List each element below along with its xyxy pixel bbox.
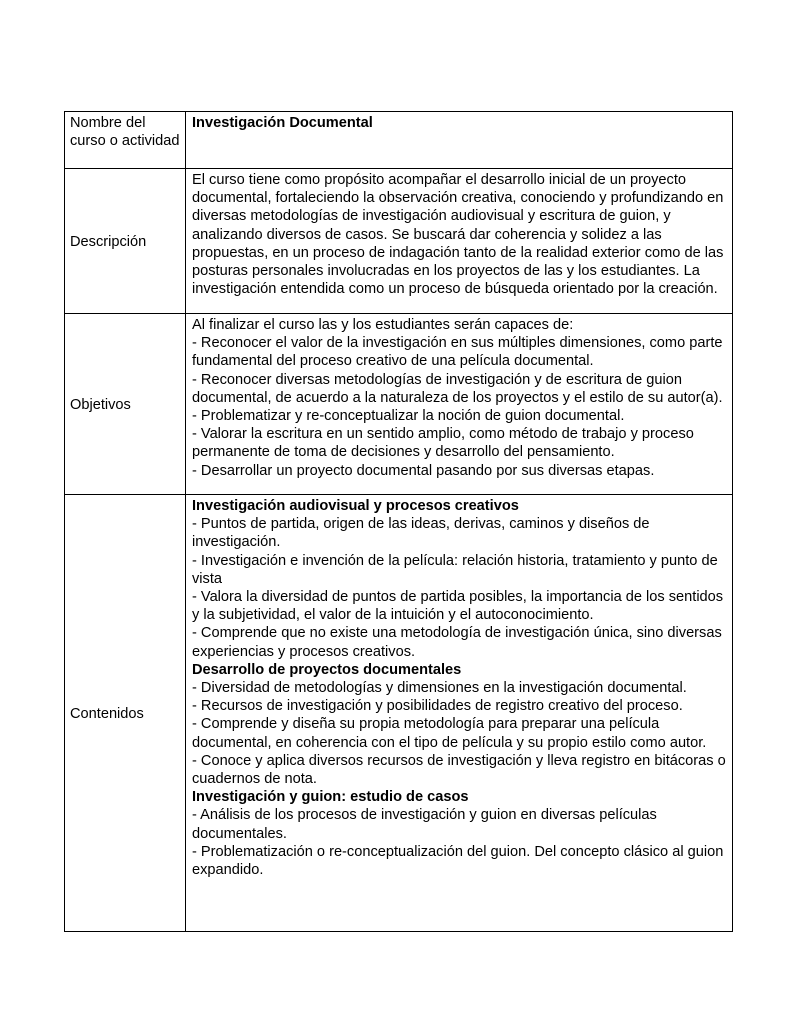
contents-row (65, 495, 733, 932)
contents-section-heading: Investigación y guion: estudio de casos (192, 789, 469, 806)
objective-item: - Reconocer diversas metodologías de investigación y de escritura de guion documental, de acuerdo a la naturaleza de los proyectos y el estilo de su autor(a). (192, 371, 723, 406)
course-info-table (64, 111, 733, 932)
objective-item: - Valorar la escritura en un sentido amplio, como método de trabajo y proceso permanente de toma de decisiones y desarrollo del pensamiento. (192, 426, 694, 461)
objectives-label: Objetivos (65, 314, 186, 495)
contents-item: - Conoce y aplica diversos recursos de investigación y lleva registro en bitácoras o cuadernos de nota. (192, 752, 726, 788)
objective-item: - Reconocer el valor de la investigación en sus múltiples dimensiones, como parte fundamental del proceso creativo de una película documental. (192, 335, 723, 370)
contents-item: - Investigación e invención de la película: relación historia, tratamiento y punto de vista (192, 552, 718, 587)
objective-item: - Problematizar y re-conceptualizar la noción de guion documental. (192, 408, 625, 425)
contents-item: - Valora la diversidad de puntos de partida posibles, la importancia de los sentidos y la subjetividad, el valor de la intuición y el autoconocimiento. (192, 589, 724, 624)
contents-item: - Comprende que no existe una metodología de investigación única, sino diversas experiencias y procesos creativos. (192, 625, 722, 660)
contents-item: - Diversidad de metodologías y dimensiones en la investigación documental. (192, 680, 687, 697)
contents-section-heading: Desarrollo de proyectos documentales (192, 661, 462, 678)
contents-item: - Puntos de partida, origen de las ideas, derivas, caminos y diseños de investigación. (192, 516, 650, 551)
description-label: Descripción (65, 169, 186, 314)
objectives-intro: Al finalizar el curso las y los estudiantes serán capaces de: (192, 317, 574, 333)
course-name-label: Nombre del curso o actividad (65, 112, 186, 169)
course-name-row (65, 112, 733, 169)
contents-section-heading: Investigación audiovisual y procesos creativos (192, 498, 519, 514)
objective-item: - Desarrollar un proyecto documental pasando por sus diversas etapas. (192, 462, 655, 479)
contents-item: - Problematización o re-conceptualización del guion. Del concepto clásico al guion expandido. (192, 843, 724, 879)
contents-value (186, 495, 733, 932)
contents-item: - Recursos de investigación y posibilidades de registro creativo del proceso. (192, 698, 683, 715)
description-row (65, 169, 733, 314)
contents-label: Contenidos (65, 495, 186, 932)
description-value: El curso tiene como propósito acompañar el desarrollo inicial de un proyecto documental, fortaleciendo la observación creativa, conociendo y profundizando en diversas metodologías de investigación audiovisual y escritura de guion, y analizando diversos de casos. Se buscará dar coherencia y solidez a las propuestas, en un proceso de indagación tanto de la realidad exterior como de las posturas personales involucradas en los proyectos de las y los estudiantes. La investigación entendida como un proceso de búsqueda orientado por la creación. (186, 169, 733, 314)
objectives-value (186, 314, 733, 495)
contents-item: - Comprende y diseña su propia metodología para preparar una película documental, en coherencia con el tipo de película y su propio estilo como autor. (192, 716, 707, 751)
objectives-row (65, 314, 733, 495)
course-name-value: Investigación Documental (186, 112, 733, 169)
contents-item: - Análisis de los procesos de investigación y guion en diversas películas documentales. (192, 807, 657, 842)
